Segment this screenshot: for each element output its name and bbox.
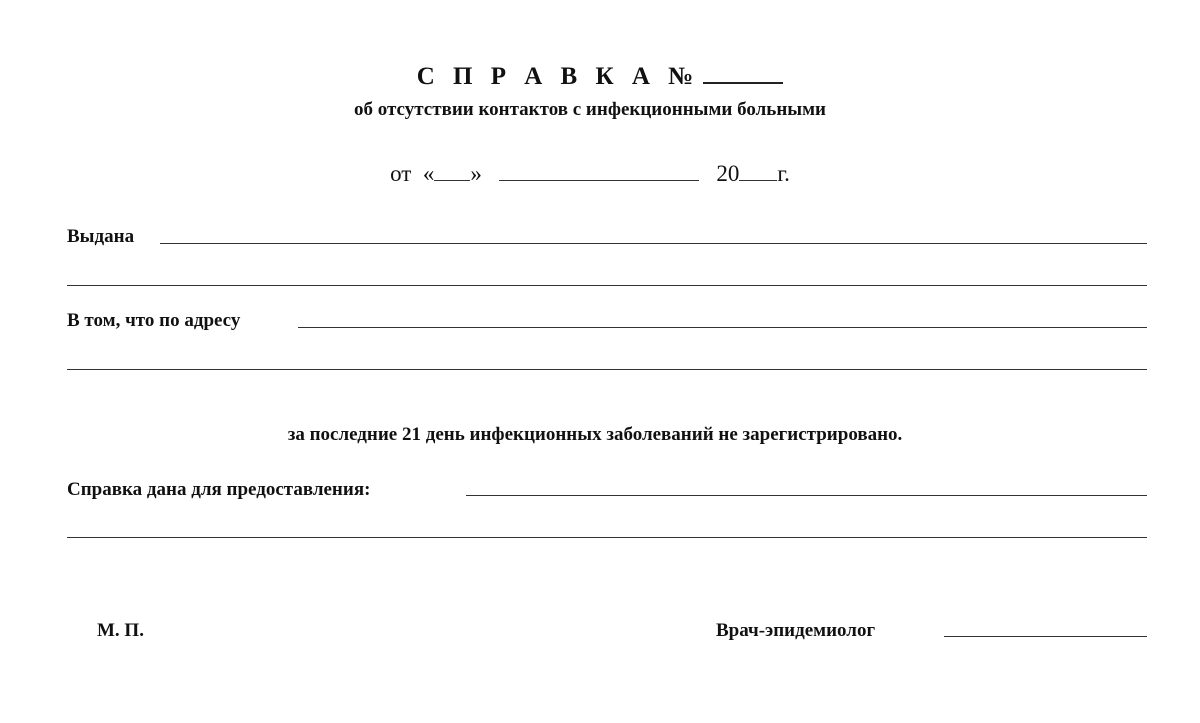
purpose-field[interactable]: [466, 495, 1147, 496]
day-field[interactable]: [434, 160, 470, 181]
purpose-label: Справка дана для предоставления:: [67, 479, 371, 500]
address-field-continued[interactable]: [67, 369, 1147, 370]
address-label: В том, что по адресу: [67, 310, 241, 331]
certificate-number-field[interactable]: [703, 62, 783, 84]
document-subtitle: об отсутствии контактов с инфекционными больными: [353, 99, 826, 120]
year-field[interactable]: [739, 160, 777, 181]
purpose-field-continued[interactable]: [67, 537, 1147, 538]
issued-to-label: Выдана: [67, 226, 135, 247]
address-field[interactable]: [298, 327, 1147, 328]
issued-to-field[interactable]: [160, 243, 1147, 244]
stamp-label: М. П.: [97, 620, 144, 641]
issued-to-field-continued[interactable]: [67, 285, 1147, 286]
signer-label: Врач-эпидемиолог: [716, 620, 876, 641]
signature-field[interactable]: [944, 636, 1147, 637]
date-line: от « » 20 г.: [390, 161, 790, 186]
document-title: С П Р А В К А №: [0, 62, 1200, 91]
month-field[interactable]: [499, 160, 699, 181]
statement-text: за последние 21 день инфекционных заболеваний не зарегистрировано.: [287, 424, 903, 445]
